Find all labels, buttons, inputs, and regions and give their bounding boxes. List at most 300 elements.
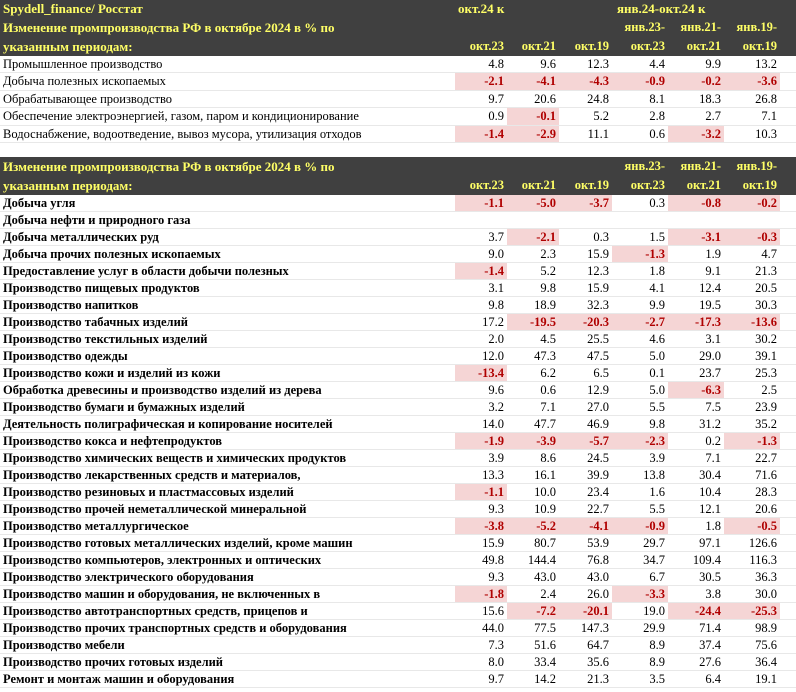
value-cell: 8.0: [488, 655, 504, 669]
table-row: [0, 297, 796, 314]
value-cell: [612, 212, 668, 228]
value-cell: 15.9: [587, 247, 609, 261]
source-label: Spydell_finance/ Росстат: [3, 1, 143, 16]
value-cell: 30.3: [755, 298, 777, 312]
value-cell: 23.7: [699, 366, 721, 380]
value-cell: 6.5: [593, 366, 609, 380]
value-cell: 1.6: [649, 485, 665, 499]
table-row: [0, 654, 796, 671]
value-cell: 75.6: [755, 638, 777, 652]
value-cell: 22.7: [587, 502, 609, 516]
value-cell: 1.8: [649, 264, 665, 278]
table-row: [0, 569, 796, 586]
table-row: [0, 399, 796, 416]
table1-col-bottom-4: окт.21: [686, 39, 721, 53]
row-label: Деятельность полиграфическая и копирование носителей: [3, 417, 333, 431]
row-label: Производство компьютеров, электронных и оптических: [3, 553, 322, 567]
row-label: Производство кокса и нефтепродуктов: [3, 434, 223, 448]
row-label: Производство готовых металлических изделий, кроме машин: [3, 536, 353, 550]
row-label: Производство табачных изделий: [3, 315, 188, 329]
value-cell: 20.6: [755, 502, 777, 516]
value-cell: 126.6: [748, 536, 777, 550]
value-cell: [507, 212, 559, 228]
value-cell: -4.1: [559, 518, 612, 534]
value-cell: 33.4: [534, 655, 556, 669]
row-label: Производство прочих готовых изделий: [3, 655, 224, 669]
value-cell: 0.6: [540, 383, 556, 397]
value-cell: 21.3: [755, 264, 777, 278]
value-cell: -1.4: [455, 263, 507, 279]
table-row: [0, 484, 796, 501]
value-cell: 32.3: [587, 298, 609, 312]
value-cell: 13.3: [482, 468, 504, 482]
row-label: Производство электрического оборудования: [3, 570, 254, 584]
value-cell: 7.1: [540, 400, 556, 414]
value-cell: 9.6: [488, 383, 504, 397]
value-cell: 9.9: [649, 298, 665, 312]
top-bar: [0, 0, 796, 18]
value-cell: -0.5: [724, 518, 780, 534]
value-cell: 9.7: [488, 672, 504, 686]
table2-col-bottom-0: окт.23: [469, 178, 504, 192]
value-cell: 20.6: [534, 91, 556, 106]
table-row: [0, 671, 796, 688]
row-label: Добыча прочих полезных ископаемых: [3, 247, 221, 261]
value-cell: 4.7: [761, 247, 777, 261]
table-row: [0, 620, 796, 637]
row-label: Добыча нефти и природного газа: [3, 213, 191, 227]
value-cell: 30.2: [755, 332, 777, 346]
value-cell: 19.1: [755, 672, 777, 686]
value-cell: -1.3: [724, 433, 780, 449]
value-cell: 35.6: [587, 655, 609, 669]
value-cell: 7.1: [705, 451, 721, 465]
value-cell: -1.3: [612, 246, 668, 262]
value-cell: 10.0: [534, 485, 556, 499]
row-label: Производство напитков: [3, 298, 139, 312]
table1-col-top-4: янв.21-: [680, 20, 721, 34]
value-cell: 10.4: [699, 485, 721, 499]
value-cell: -3.6: [724, 73, 780, 89]
value-cell: 12.3: [587, 57, 609, 71]
value-cell: 98.9: [755, 621, 777, 635]
value-cell: -1.9: [455, 433, 507, 449]
ref-right-label: янв.24-окт.24 к: [617, 1, 706, 16]
row-label: Производство автотранспортных средств, прицепов и: [3, 604, 308, 618]
table1-title-line2: указанным периодам:: [3, 39, 133, 54]
table-row: [0, 365, 796, 382]
table-row: [0, 535, 796, 552]
row-label: Производство прочих транспортных средств и оборудования: [3, 621, 347, 635]
table1-col-bottom-0: окт.23: [469, 39, 504, 53]
value-cell: 9.9: [705, 57, 721, 71]
table-row: [0, 212, 796, 229]
value-cell: -0.8: [668, 195, 724, 211]
value-cell: 25.5: [587, 332, 609, 346]
value-cell: 17.2: [482, 315, 504, 329]
value-cell: 76.8: [587, 553, 609, 567]
value-cell: [724, 212, 780, 228]
value-cell: 12.9: [587, 383, 609, 397]
value-cell: 3.1: [705, 332, 721, 346]
value-cell: -3.9: [507, 433, 559, 449]
row-label: Производство одежды: [3, 349, 128, 363]
row-label: Промышленное производство: [3, 57, 163, 71]
value-cell: 3.1: [488, 281, 504, 295]
row-label: Производство химических веществ и химических продуктов: [3, 451, 347, 465]
table1-header: [0, 18, 796, 56]
value-cell: -25.3: [724, 603, 780, 619]
table2-col-top-3: янв.23-: [624, 159, 665, 173]
value-cell: 20.5: [755, 281, 777, 295]
table-row: [0, 348, 796, 365]
value-cell: 39.1: [755, 349, 777, 363]
value-cell: 3.8: [705, 587, 721, 601]
row-label: Обрабатывающее производство: [3, 91, 173, 106]
row-label: Добыча угля: [3, 196, 76, 210]
value-cell: 71.6: [755, 468, 777, 482]
value-cell: 13.2: [755, 57, 777, 71]
table-row: [0, 518, 796, 535]
value-cell: 8.9: [649, 638, 665, 652]
value-cell: -5.0: [507, 195, 559, 211]
value-cell: 34.7: [643, 553, 665, 567]
value-cell: -13.6: [724, 314, 780, 330]
value-cell: 77.5: [534, 621, 556, 635]
value-cell: -2.7: [612, 314, 668, 330]
table1-title-line1: Изменение промпроизводства РФ в октябре 2024 в % по: [3, 20, 335, 35]
value-cell: -5.7: [559, 433, 612, 449]
value-cell: 4.8: [488, 57, 504, 71]
table2-col-bottom-3: окт.23: [630, 178, 665, 192]
value-cell: -6.3: [668, 382, 724, 398]
value-cell: 2.4: [540, 587, 556, 601]
table2-col-bottom-2: окт.19: [574, 178, 609, 192]
value-cell: 5.2: [540, 264, 556, 278]
value-cell: 7.1: [761, 109, 777, 124]
table-row: [0, 382, 796, 399]
value-cell: 2.0: [488, 332, 504, 346]
row-label: Добыча металлических руд: [3, 230, 159, 244]
value-cell: -17.3: [668, 314, 724, 330]
value-cell: -1.8: [455, 586, 507, 602]
value-cell: 9.8: [540, 281, 556, 295]
value-cell: 44.0: [482, 621, 504, 635]
value-cell: -3.8: [455, 518, 507, 534]
table-row: [0, 280, 796, 297]
value-cell: -13.4: [455, 365, 507, 381]
row-label: Производство текстильных изделий: [3, 332, 208, 346]
value-cell: 8.6: [540, 451, 556, 465]
row-label: Производство лекарственных средств и материалов,: [3, 468, 301, 482]
value-cell: 15.6: [482, 604, 504, 618]
value-cell: 12.4: [699, 281, 721, 295]
value-cell: 4.6: [649, 332, 665, 346]
value-cell: 49.8: [482, 553, 504, 567]
value-cell: -3.2: [668, 126, 724, 142]
value-cell: 7.5: [705, 400, 721, 414]
value-cell: 22.7: [755, 451, 777, 465]
table-row: [0, 586, 796, 603]
value-cell: 144.4: [527, 553, 556, 567]
value-cell: 30.4: [699, 468, 721, 482]
value-cell: 9.6: [540, 57, 556, 71]
value-cell: 4.4: [649, 57, 665, 71]
value-cell: 0.3: [649, 196, 665, 210]
value-cell: 71.4: [699, 621, 721, 635]
value-cell: 4.5: [540, 332, 556, 346]
value-cell: -19.5: [507, 314, 559, 330]
row-label: Обработка древесины и производство изделий из дерева: [3, 383, 322, 397]
table2-col-bottom-4: окт.21: [686, 178, 721, 192]
value-cell: 29.9: [643, 621, 665, 635]
table2-col-top-5: янв.19-: [736, 159, 777, 173]
value-cell: 8.9: [649, 655, 665, 669]
value-cell: 97.1: [699, 536, 721, 550]
value-cell: -2.9: [507, 126, 559, 142]
row-label: Обеспечение электроэнергией, газом, паром и кондиционирование: [3, 109, 359, 124]
value-cell: -3.1: [668, 229, 724, 245]
value-cell: -1.1: [455, 195, 507, 211]
value-cell: 0.6: [649, 126, 665, 141]
value-cell: 53.9: [587, 536, 609, 550]
value-cell: -2.1: [507, 229, 559, 245]
table-row: [0, 314, 796, 331]
value-cell: -5.2: [507, 518, 559, 534]
table-row: [0, 467, 796, 484]
row-label: Производство бумаги и бумажных изделий: [3, 400, 245, 414]
value-cell: 6.2: [540, 366, 556, 380]
value-cell: 5.0: [649, 383, 665, 397]
table1-col-bottom-1: окт.21: [521, 39, 556, 53]
row-label: Производство прочей неметаллической минеральной: [3, 502, 307, 516]
value-cell: [455, 212, 507, 228]
table1-col-bottom-3: окт.23: [630, 39, 665, 53]
table-row: [0, 263, 796, 280]
table-row: [0, 450, 796, 467]
value-cell: 1.9: [705, 247, 721, 261]
value-cell: 7.3: [488, 638, 504, 652]
value-cell: 64.7: [587, 638, 609, 652]
value-cell: 3.9: [649, 451, 665, 465]
value-cell: -2.1: [455, 73, 507, 89]
value-cell: 36.4: [755, 655, 777, 669]
value-cell: 9.8: [649, 417, 665, 431]
value-cell: 26.8: [755, 91, 777, 106]
value-cell: 30.5: [699, 570, 721, 584]
value-cell: 116.3: [749, 553, 777, 567]
value-cell: 0.9: [488, 109, 504, 124]
value-cell: 29.0: [699, 349, 721, 363]
table1-col-top-5: янв.19-: [736, 20, 777, 34]
row-label: Производство резиновых и пластмассовых изделий: [3, 485, 294, 499]
value-cell: 147.3: [580, 621, 609, 635]
value-cell: 23.4: [587, 485, 609, 499]
table-row: [0, 56, 796, 73]
value-cell: 8.1: [649, 91, 665, 106]
table2-col-bottom-5: окт.19: [742, 178, 777, 192]
table-row: [0, 195, 796, 212]
table2-col-bottom-1: окт.21: [521, 178, 556, 192]
value-cell: 3.7: [488, 230, 504, 244]
value-cell: 31.2: [699, 417, 721, 431]
value-cell: 43.0: [534, 570, 556, 584]
value-cell: 5.5: [649, 502, 665, 516]
value-cell: 28.3: [755, 485, 777, 499]
row-label: Предоставление услуг в области добычи полезных: [3, 264, 289, 278]
value-cell: 2.8: [649, 109, 665, 124]
row-label: Добыча полезных ископаемых: [3, 74, 166, 89]
table-row: [0, 501, 796, 518]
row-label: Производство пищевых продуктов: [3, 281, 200, 295]
value-cell: 15.9: [587, 281, 609, 295]
value-cell: 47.7: [534, 417, 556, 431]
table1-col-bottom-2: окт.19: [574, 39, 609, 53]
table-row: [0, 108, 796, 125]
value-cell: -7.2: [507, 603, 559, 619]
value-cell: 6.7: [649, 570, 665, 584]
value-cell: 2.7: [705, 109, 721, 124]
table-row: [0, 416, 796, 433]
table2-title-line1: Изменение промпроизводства РФ в октябре 2024 в % по: [3, 159, 335, 174]
table-row: [0, 91, 796, 108]
value-cell: -0.9: [612, 518, 668, 534]
value-cell: 46.9: [587, 417, 609, 431]
value-cell: 19.0: [643, 604, 665, 618]
value-cell: 9.0: [488, 247, 504, 261]
value-cell: 10.3: [755, 126, 777, 141]
value-cell: [668, 212, 724, 228]
value-cell: 5.2: [593, 109, 609, 124]
value-cell: -2.3: [612, 433, 668, 449]
table1-col-top-3: янв.23-: [624, 20, 665, 34]
value-cell: 12.3: [587, 264, 609, 278]
table-row: [0, 637, 796, 654]
table-row: [0, 73, 796, 90]
value-cell: 9.8: [488, 298, 504, 312]
table2-header: [0, 157, 796, 195]
value-cell: 36.3: [755, 570, 777, 584]
value-cell: 9.3: [488, 502, 504, 516]
value-cell: 109.4: [692, 553, 721, 567]
table-row: [0, 331, 796, 348]
row-label: Водоснабжение, водоотведение, вывоз мусора, утилизация отходов: [3, 126, 362, 141]
value-cell: -3.7: [559, 195, 612, 211]
value-cell: 25.3: [755, 366, 777, 380]
value-cell: 3.2: [488, 400, 504, 414]
value-cell: 12.0: [482, 349, 504, 363]
table-row: [0, 433, 796, 450]
table2-title-line2: указанным периодам:: [3, 178, 133, 193]
value-cell: 43.0: [587, 570, 609, 584]
value-cell: -4.3: [559, 73, 612, 89]
value-cell: 24.5: [587, 451, 609, 465]
value-cell: -0.2: [724, 195, 780, 211]
value-cell: 47.3: [534, 349, 556, 363]
value-cell: 21.3: [587, 672, 609, 686]
value-cell: 1.5: [649, 230, 665, 244]
row-label: Производство мебели: [3, 638, 125, 652]
value-cell: -1.1: [455, 484, 507, 500]
table-row: [0, 246, 796, 263]
table-row: [0, 603, 796, 620]
value-cell: 15.9: [482, 536, 504, 550]
row-label: Ремонт и монтаж машин и оборудования: [3, 672, 235, 686]
value-cell: 24.8: [587, 91, 609, 106]
table2-col-top-4: янв.21-: [680, 159, 721, 173]
row-label: Производство металлургическое: [3, 519, 189, 533]
value-cell: 23.9: [755, 400, 777, 414]
table-row: [0, 229, 796, 246]
value-cell: 3.9: [488, 451, 504, 465]
value-cell: 27.0: [587, 400, 609, 414]
table-row: [0, 552, 796, 569]
value-cell: 80.7: [534, 536, 556, 550]
row-label: Производство машин и оборудования, не включенных в: [3, 587, 321, 601]
value-cell: 0.1: [649, 366, 665, 380]
row-label: Производство кожи и изделий из кожи: [3, 366, 221, 380]
value-cell: 9.1: [705, 264, 721, 278]
value-cell: 27.6: [699, 655, 721, 669]
value-cell: -0.9: [612, 73, 668, 89]
value-cell: 39.9: [587, 468, 609, 482]
value-cell: -0.2: [668, 73, 724, 89]
value-cell: -20.1: [559, 603, 612, 619]
value-cell: 51.6: [534, 638, 556, 652]
value-cell: -20.3: [559, 314, 612, 330]
value-cell: 12.1: [699, 502, 721, 516]
value-cell: -24.4: [668, 603, 724, 619]
value-cell: 10.9: [534, 502, 556, 516]
value-cell: 11.1: [587, 126, 609, 141]
value-cell: -0.3: [724, 229, 780, 245]
value-cell: 18.9: [534, 298, 556, 312]
ref-left-label: окт.24 к: [458, 1, 505, 16]
value-cell: 35.2: [755, 417, 777, 431]
value-cell: 1.8: [705, 519, 721, 533]
value-cell: 5.5: [649, 400, 665, 414]
value-cell: 16.1: [534, 468, 556, 482]
value-cell: 30.0: [755, 587, 777, 601]
value-cell: 2.5: [761, 383, 777, 397]
value-cell: 9.3: [488, 570, 504, 584]
value-cell: 2.3: [540, 247, 556, 261]
value-cell: 14.0: [482, 417, 504, 431]
table-row: [0, 126, 796, 143]
value-cell: 29.7: [643, 536, 665, 550]
value-cell: 13.8: [643, 468, 665, 482]
value-cell: 0.2: [705, 434, 721, 448]
value-cell: [559, 212, 612, 228]
value-cell: 0.3: [593, 230, 609, 244]
value-cell: 19.5: [699, 298, 721, 312]
value-cell: 4.1: [649, 281, 665, 295]
value-cell: 47.5: [587, 349, 609, 363]
value-cell: 6.4: [705, 672, 721, 686]
value-cell: 14.2: [534, 672, 556, 686]
value-cell: -3.3: [612, 586, 668, 602]
value-cell: 3.5: [649, 672, 665, 686]
value-cell: -0.1: [507, 108, 559, 124]
value-cell: 18.3: [699, 91, 721, 106]
value-cell: 5.0: [649, 349, 665, 363]
table1-col-bottom-5: окт.19: [742, 39, 777, 53]
value-cell: 26.0: [587, 587, 609, 601]
value-cell: -4.1: [507, 73, 559, 89]
value-cell: -1.4: [455, 126, 507, 142]
value-cell: 37.4: [699, 638, 721, 652]
value-cell: 9.7: [488, 91, 504, 106]
